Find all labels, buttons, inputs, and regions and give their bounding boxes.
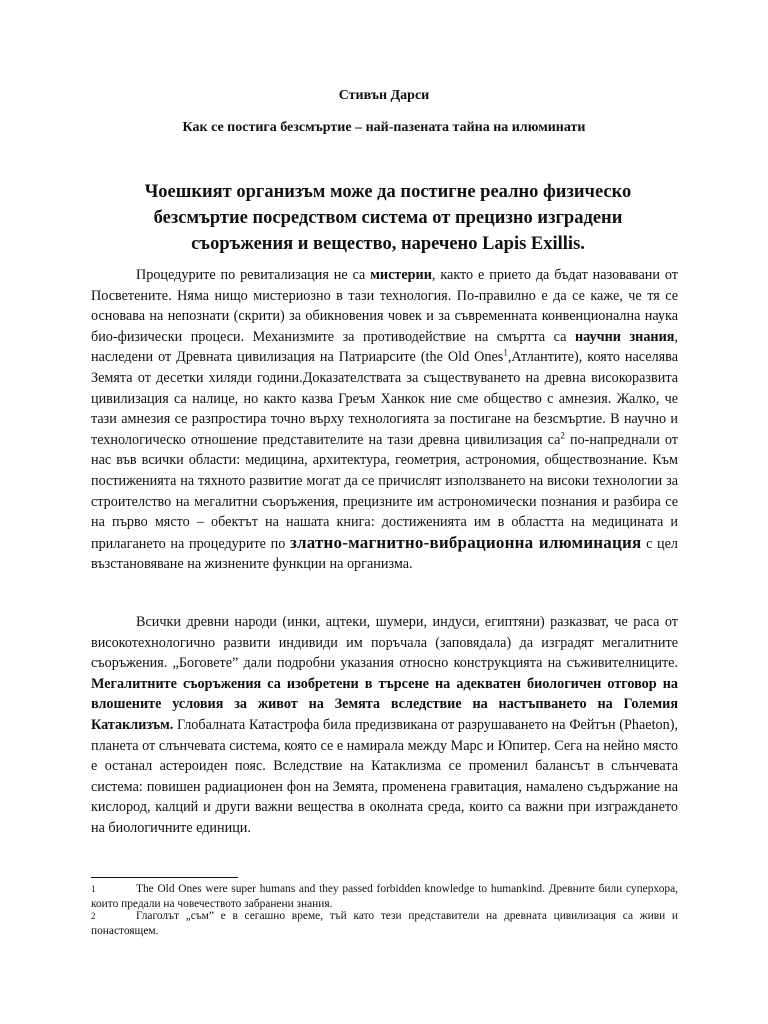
text-run: ,Атлантите), която населява Земята от десетки хиляди години.Доказателствата за съществуването на древна високоразвита цивилизация са налице, но както казва Греъм Ханкок ние сме общество с амнезия. Жалко, че тази амнезия се разпростира точно върху технологията за постигане на безсмъртие. В научно и технологическо отношение представителите на тази древна цивилизация са <box>91 349 678 448</box>
text-run: , наследени от Древната цивилизация на Патриарсите (the Old Ones <box>91 328 678 366</box>
bold-term-mysteries: мистерии <box>370 267 432 283</box>
bold-term-scientific-knowledge: научни знания <box>574 328 675 345</box>
paragraph-2 <box>91 612 678 839</box>
text-run: Процедурите по ревитализация не са <box>136 267 371 283</box>
document-subtitle: Как се постига безсмъртие – най-пазената тайна на илюминати <box>182 120 586 135</box>
footnote-1 <box>91 882 678 911</box>
footnote-text: Глаголът „съм” е в сегашно време, тъй като тези представители на древната цивилизация са живи и понастоящем. <box>91 910 678 937</box>
text-run: Глобалната Катастрофа била предизвикана от разрушаването на Фейтън (Phaeton), планета от слънчевата система, която се е намирала между Марс и Юпитер. Сега на нейно място е останал астероиден пояс. Вследствие на Катаклизма се променил балансът в слънчевата система: повишен радиационен фон на Земята, променена гравитация, намалено съдържание на кислород, калций и други важни вещества в околната среда, които са важни при изграждането на биологичните единици. <box>91 716 678 836</box>
footnote-separator <box>91 877 238 878</box>
section-heading: Чоешкият организъм може да постигне реално физическо безсмъртие посредством система от прецизно изградени съоръжения и вещество, наречено Lapis Exillis. <box>144 182 632 254</box>
footnote-text: The Old Ones were super humans and they passed forbidden knowledge to humankind. Древните били суперхора, които предали на човечеството забранени знания. <box>91 883 678 910</box>
footnote-ref-2[interactable]: 2 <box>560 430 565 441</box>
footnote-mark: 2 <box>91 911 96 921</box>
footnote-ref-1[interactable]: 1 <box>503 347 508 358</box>
paragraph-1 <box>91 265 678 575</box>
footnote-mark: 1 <box>91 884 96 894</box>
text-run: по-напреднали от нас във всички области: медицина, архитектура, геометрия, астрономия, обществознание. Към постиженията на тяхното развитие могат да се причислят използването на високи технологии за строителство на мегалитни съоръжения, прецизните им астрономически познания и разбира се на първо място – обектът на нашата книга: достиженията им в областта на медицината и прилагането на процедурите по <box>91 431 678 552</box>
bold-statement-megaliths: Мегалитните съоръжения са изобретени в търсене на адекватен биологичен отговор на влошените условия за живот на Земята вследствие на настъпването на Големия Катаклизъм. <box>91 675 678 733</box>
text-run: с цел възстановяване на жизнените функции на организма. <box>91 535 678 573</box>
text-run: Всички древни народи (инки, ацтеки, шумери, индуси, египтяни) разказват, че раса от високотехнологично развити индивиди им поръчала (заповядала) да изградят мегалитните съоръжения. „Боговете” дали подробни указания относно конструкцията на съживителниците. <box>91 614 678 672</box>
emphasis-illumination: златно-магнитно-вибрационна илюминация <box>289 532 642 552</box>
author-name: Стивън Дарси <box>338 88 430 103</box>
footnote-2 <box>91 909 678 938</box>
text-run: , както е прието да бъдат назовавани от Посветените. Няма нищо мистериозно в тази технология. По-правилно е да се каже, че тя се основава на непознати (скрити) за обикновения човек и за съвременната конвенционална наука био-физически процеси. Механизмите за противодействие на смъртта са <box>91 267 678 345</box>
